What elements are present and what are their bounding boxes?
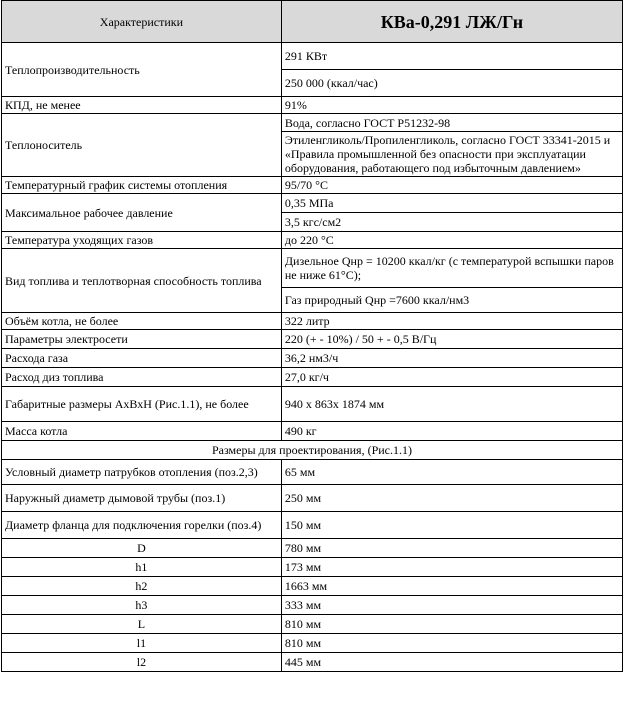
row-label: Расхода газа xyxy=(2,349,282,368)
row-value: 250 000 (ккал/час) xyxy=(281,70,622,97)
table-row xyxy=(2,97,623,114)
dim-label: L xyxy=(2,615,282,634)
dim-label: h3 xyxy=(2,596,282,615)
dim-row xyxy=(2,653,623,672)
section-row xyxy=(2,441,623,460)
table-row xyxy=(2,313,623,330)
dim-label: l1 xyxy=(2,634,282,653)
row-value: 250 мм xyxy=(281,485,622,512)
table-row xyxy=(2,387,623,422)
row-label: Температурный график системы отопления xyxy=(2,177,282,194)
table-row xyxy=(2,368,623,387)
row-label: Максимальное рабочее давление xyxy=(2,194,282,232)
row-value: 36,2 нм3/ч xyxy=(281,349,622,368)
dim-label: D xyxy=(2,539,282,558)
dim-row xyxy=(2,596,623,615)
row-value: 291 КВт xyxy=(281,43,622,70)
dim-row xyxy=(2,539,623,558)
table-row xyxy=(2,460,623,485)
row-label: КПД, не менее xyxy=(2,97,282,114)
dim-value: 1663 мм xyxy=(281,577,622,596)
row-value: Газ природный Qнр =7600 ккал/нм3 xyxy=(281,288,622,313)
row-value: 940 х 863х 1874 мм xyxy=(281,387,622,422)
row-value: Вода, согласно ГОСТ Р51232-98 xyxy=(281,114,622,132)
dim-value: 445 мм xyxy=(281,653,622,672)
table-row xyxy=(2,249,623,288)
row-value: 3,5 кгс/см2 xyxy=(281,213,622,232)
dim-row xyxy=(2,577,623,596)
table-row xyxy=(2,114,623,132)
dim-value: 810 мм xyxy=(281,615,622,634)
row-label: Масса котла xyxy=(2,422,282,441)
dim-row xyxy=(2,558,623,577)
table-row xyxy=(2,512,623,539)
table-row xyxy=(2,177,623,194)
row-value: 0,35 МПа xyxy=(281,194,622,213)
row-value: 95/70 °С xyxy=(281,177,622,194)
header-characteristics: Характеристики xyxy=(2,1,282,43)
table-header xyxy=(2,1,623,43)
row-label: Вид топлива и теплотворная способность топлива xyxy=(2,249,282,313)
row-label: Теплоноситель xyxy=(2,114,282,177)
row-label: Условный диаметр патрубков отопления (поз.2,3) xyxy=(2,460,282,485)
row-label: Наружный диаметр дымовой трубы (поз.1) xyxy=(2,485,282,512)
row-label: Габаритные размеры АхВхН (Рис.1.1), не более xyxy=(2,387,282,422)
model-title: КВа-0,291 ЛЖ/Гн xyxy=(281,1,622,43)
row-label: Параметры электросети xyxy=(2,330,282,349)
row-value: 150 мм xyxy=(281,512,622,539)
dim-label: l2 xyxy=(2,653,282,672)
row-value: 91% xyxy=(281,97,622,114)
row-value: Этиленгликоль/Пропиленгликоль, согласно ГОСТ 33341-2015 и «Правила промышленной без опасности при эксплуатации оборудования, работающего под избыточным давлением» xyxy=(281,132,622,177)
table-row xyxy=(2,232,623,249)
table-row xyxy=(2,485,623,512)
specs-table xyxy=(1,0,623,672)
dim-label: h1 xyxy=(2,558,282,577)
row-label: Объём котла, не более xyxy=(2,313,282,330)
table-row xyxy=(2,43,623,70)
table-row xyxy=(2,330,623,349)
row-value: 220 (+ - 10%) / 50 + - 0,5 В/Гц xyxy=(281,330,622,349)
table-row xyxy=(2,194,623,213)
section-title: Размеры для проектирования, (Рис.1.1) xyxy=(2,441,623,460)
row-value: 65 мм xyxy=(281,460,622,485)
row-label: Расход диз топлива xyxy=(2,368,282,387)
table-row xyxy=(2,422,623,441)
row-value: 27,0 кг/ч xyxy=(281,368,622,387)
row-value: 490 кг xyxy=(281,422,622,441)
row-value: до 220 °С xyxy=(281,232,622,249)
table-row xyxy=(2,349,623,368)
dim-label: h2 xyxy=(2,577,282,596)
dim-value: 333 мм xyxy=(281,596,622,615)
row-label: Температура уходящих газов xyxy=(2,232,282,249)
row-value: Дизельное Qнр = 10200 ккал/кг (с температурой вспышки паров не ниже 61°С); xyxy=(281,249,622,288)
row-value: 322 литр xyxy=(281,313,622,330)
dim-value: 780 мм xyxy=(281,539,622,558)
dim-row xyxy=(2,634,623,653)
row-label: Диаметр фланца для подключения горелки (поз.4) xyxy=(2,512,282,539)
row-label: Теплопроизводительность xyxy=(2,43,282,97)
dim-value: 810 мм xyxy=(281,634,622,653)
dim-row xyxy=(2,615,623,634)
dim-value: 173 мм xyxy=(281,558,622,577)
